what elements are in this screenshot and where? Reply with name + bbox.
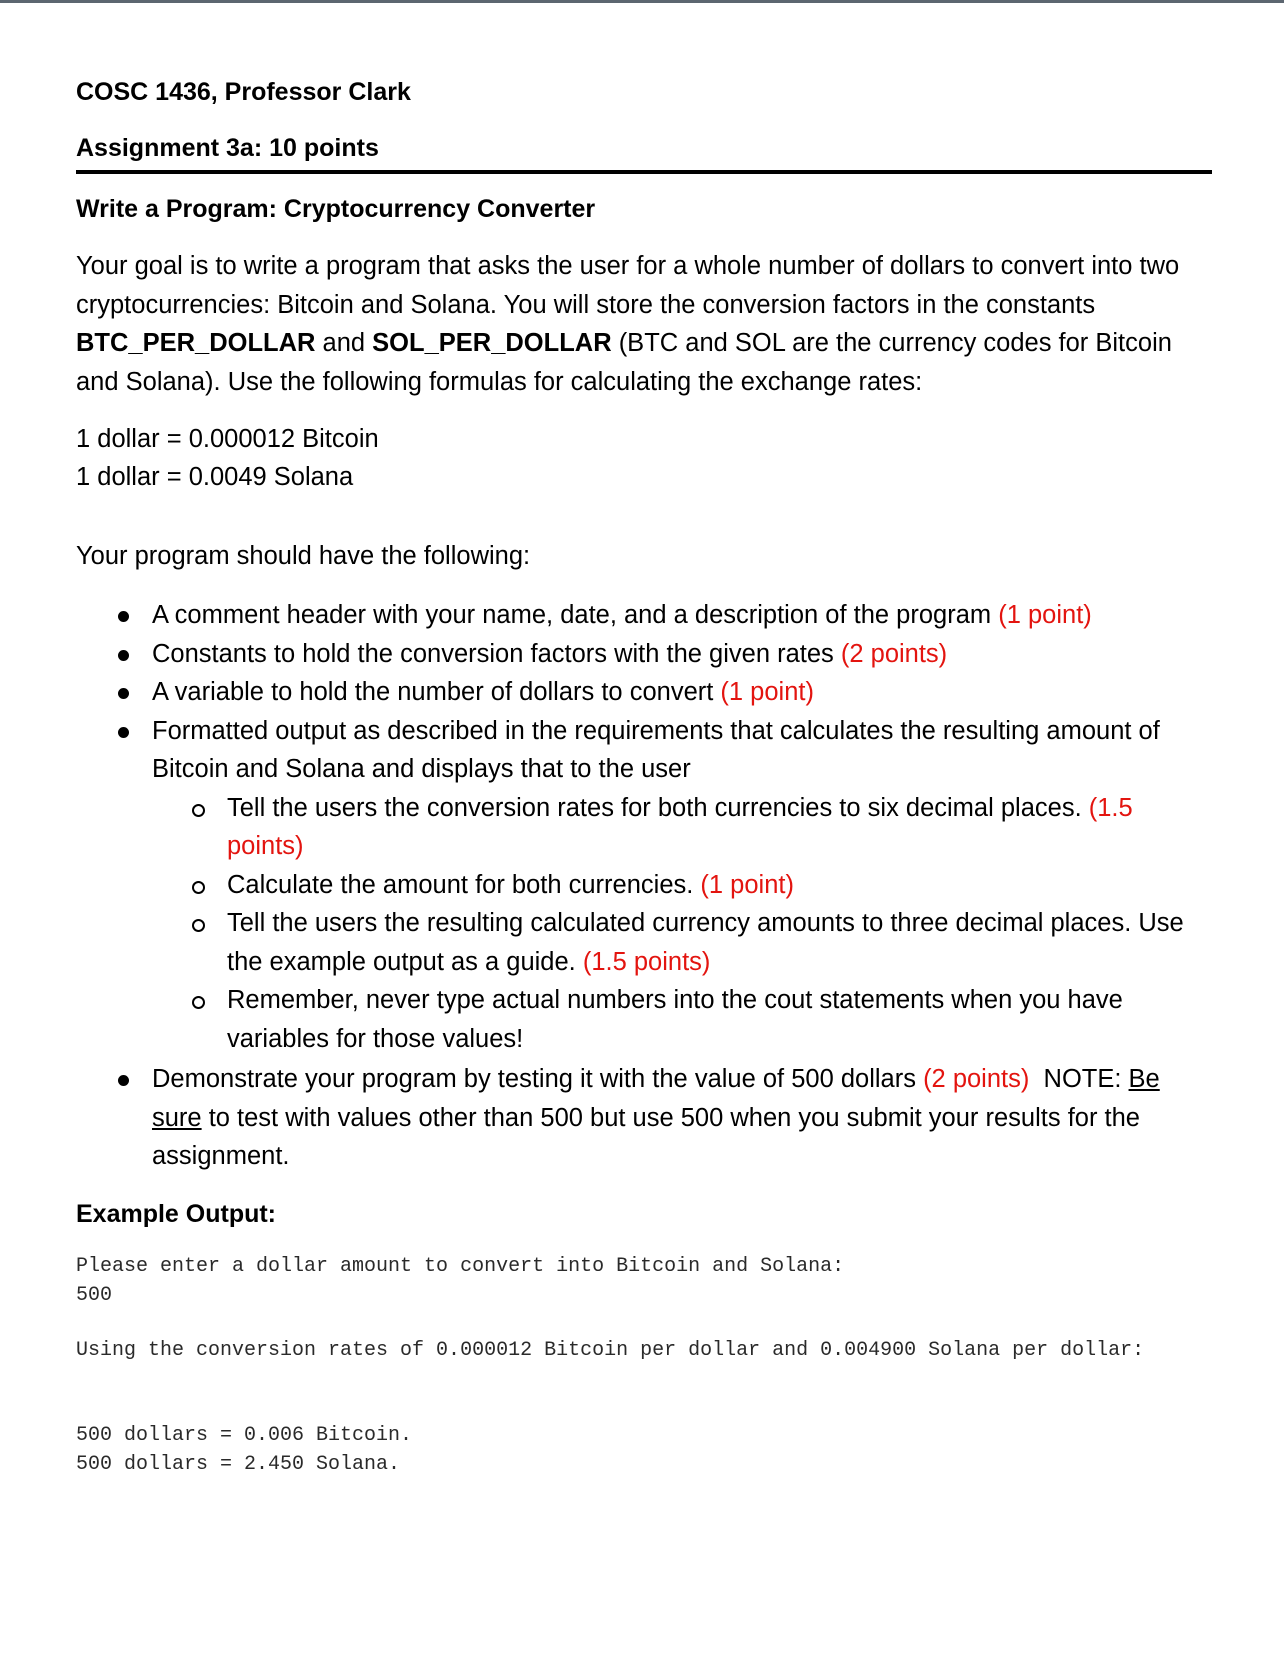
item-text: Tell the users the conversion rates for both currencies to six decimal places. (227, 793, 1089, 822)
note-label: NOTE: (1029, 1065, 1129, 1093)
points-badge: (1 point) (998, 601, 1092, 629)
sub-list-item (76, 981, 1212, 1058)
sub-list-item (76, 789, 1212, 866)
be-sure-emphasis: Be sure (152, 1065, 1160, 1132)
constant-btc: BTC_PER_DOLLAR (76, 329, 316, 357)
bullet-icon (118, 611, 129, 622)
rate-solana: 1 dollar = 0.0049 Solana (76, 463, 354, 491)
requirements-list (76, 596, 1212, 1176)
item-text: to test with values other than 500 but use 500 when you submit your results for the assignment. (152, 1103, 1140, 1170)
rate-bitcoin: 1 dollar = 0.000012 Bitcoin (76, 425, 379, 453)
intro-text-3: (BTC and SOL are the currency codes for Bitcoin and Solana). Use the following formulas for calculating the exchange rates: (76, 329, 1172, 396)
program-title: Write a Program: Cryptocurrency Converter (76, 195, 596, 223)
list-item (76, 673, 1212, 712)
bullet-icon (118, 1075, 129, 1086)
output-sub-list (152, 789, 1212, 1059)
item-text: Calculate the amount for both currencies. (227, 870, 701, 899)
item-text: Formatted output as described in the requirements that calculates the resulting amount of Bitcoin and Solana and displays that to the user (152, 716, 1160, 783)
item-text: Remember, never type actual numbers into the cout statements when you have variables for those values! (227, 986, 1123, 1053)
bullet-icon (118, 727, 129, 738)
list-item (76, 635, 1212, 674)
list-item (76, 712, 1212, 1059)
circle-bullet-icon (192, 804, 205, 817)
course-heading: COSC 1436, Professor Clark (76, 78, 411, 106)
bullet-icon (118, 688, 129, 699)
example-rates-block: Using the conversion rates of 0.000012 Bitcoin per dollar and 0.004900 Solana per dollar: (76, 1339, 1145, 1362)
requirements-lead: Your program should have the following: (76, 542, 531, 570)
rate-formulas (76, 420, 1212, 496)
top-border (0, 0, 1284, 3)
item-text: Demonstrate your program by testing it with the value of 500 dollars (152, 1065, 924, 1093)
item-text: A variable to hold the number of dollars to convert (152, 678, 721, 706)
points-badge: (1.5 points) (582, 947, 711, 976)
list-item (76, 596, 1212, 635)
sub-list-item (76, 904, 1212, 981)
item-text: Tell the users the resulting calculated currency amounts to three decimal places. Use the example output as a guide. (227, 909, 1184, 976)
intro-paragraph (76, 247, 1212, 401)
item-text: A comment header with your name, date, and a description of the program (152, 601, 999, 629)
points-badge: (1 point) (720, 678, 814, 706)
example-results-block: 500 dollars = 0.006 Bitcoin. 500 dollars = 2.450 Solana. (76, 1424, 413, 1476)
circle-bullet-icon (192, 881, 205, 894)
points-badge: (1.5 points) (227, 793, 1133, 860)
example-prompt-block: Please enter a dollar amount to convert into Bitcoin and Solana: 500 (76, 1255, 845, 1307)
example-output-heading: Example Output: (76, 1200, 277, 1228)
points-badge: (2 points) (923, 1065, 1030, 1093)
intro-text-1: Your goal is to write a program that asks the user for a whole number of dollars to convert into two cryptocurrencies: Bitcoin and Solana. You will store the conversion factors in the constants (76, 252, 1180, 319)
intro-text-2: and (315, 329, 373, 357)
assignment-heading: Assignment 3a: 10 points (76, 134, 379, 162)
constant-sol: SOL_PER_DOLLAR (372, 329, 612, 357)
heading-divider (76, 170, 1212, 174)
sub-list-item (76, 866, 1212, 905)
circle-bullet-icon (192, 996, 205, 1009)
circle-bullet-icon (192, 919, 205, 932)
points-badge: (2 points) (840, 639, 948, 668)
points-badge: (1 point) (700, 870, 794, 899)
item-text: Constants to hold the conversion factors with the given rates (152, 639, 841, 668)
bullet-icon (118, 650, 129, 661)
list-item (76, 1060, 1212, 1176)
